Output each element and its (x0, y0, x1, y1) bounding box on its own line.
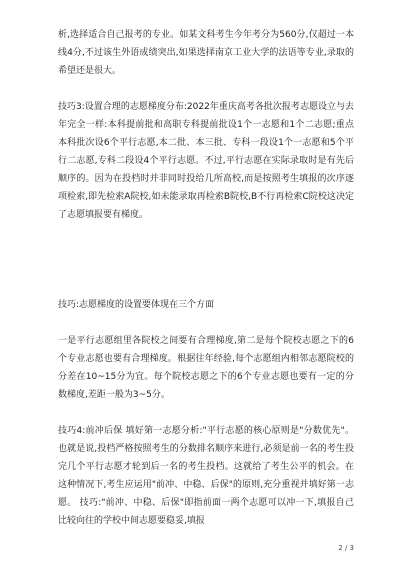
page-number: 2 / 3 (338, 544, 354, 552)
paragraph-5: 技巧4:前冲后保 填好第一志愿分析:"平行志愿的核心原则是"分数优先"。也就是说,投档严格按照考生的分数排名顺序来进行,必须是前一名的考生投完几个平行志愿才轮到后一名的考生投档。这就给了考生公平的机会。在这种情况下,考生应运用"前冲、中稳、后保"的原则,充分重视并填好第一志愿。 技巧:"前冲、中稳、后保"即指前面一两个志愿可以冲一下,填报自己比较向往的学校中间志愿要稳妥,填报 (58, 426, 354, 526)
paragraph-3-heading: 技巧:志愿梯度的设置要体现在三个方面 (58, 300, 215, 310)
paragraph-4: 一是平行志愿组里各院校之间要有合理梯度,第二是每个院校志愿之下的6个专业志愿也要有合理梯度。根据往年经验,每个志愿组内相邻志愿院校的分差在10~15分为宜。每个院校志愿之下的6个专业志愿也要有一定的分数梯度,差距一般为3~5分。 (58, 336, 354, 400)
paragraph-1: 析,选择适合自己报考的专业。如某文科考生今年考分为560分,仅超过一本线4分,不过该生外语成绩突出,如果选择南京工业大学的法语等专业,录取的希望还是很大。 (58, 30, 354, 76)
paragraph-2: 技巧3:设置合理的志愿梯度分布:2022年重庆高考各批次报考志愿设立与去年完全一样:本科提前批和高职专科提前批设1个一志愿和1个二志愿;重点本科批次设6个平行志愿,本二批、本三批、专科一段设1个一志愿和5个平行二志愿,专科二段设4个平行志愿。不过,平行志愿在实际录取时是有先后顺序的。因为在投档时并非同时投给几所高校,而是按照考生填报的次序逐项检索,即先检索A院校,如未能录取再检索B院校,B不行再检索C院校这决定了志愿填报要有梯度。 (58, 102, 354, 220)
